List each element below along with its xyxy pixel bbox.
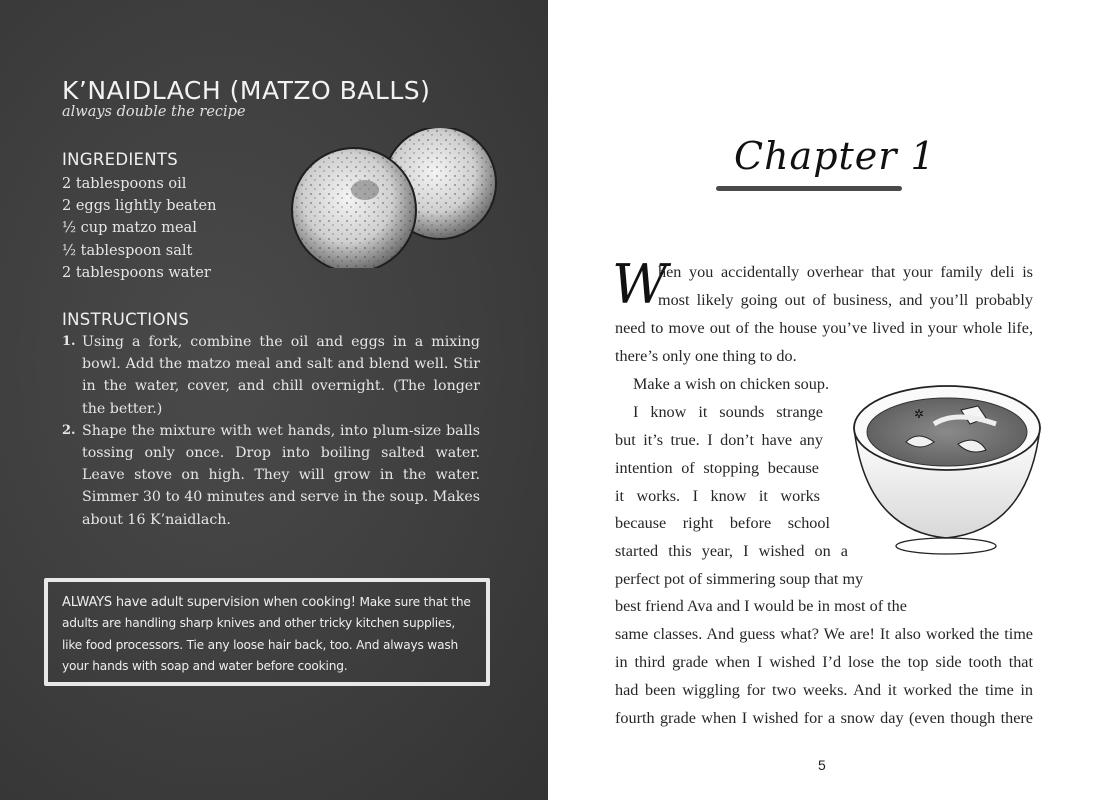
warning-body: Make sure that the adults are handling sharp knives and other tricky kitchen supplies, like food processors. Tie any loose hair back, too. And always wash your hands with soap and water before cooking. [62, 595, 471, 673]
chicken-soup-bowl-icon [846, 380, 1046, 560]
warning-lead: ALWAYS have adult supervision when cooking! [62, 595, 356, 610]
safety-warning-box [44, 578, 490, 686]
step-number: 1. [62, 334, 76, 349]
ingredient-item: ½ cup matzo meal [62, 220, 197, 237]
ingredient-item: 2 tablespoons oil [62, 176, 187, 192]
text-line: had been wiggling for two weeks. And it worked the time in [615, 681, 1033, 699]
text-line: started this year, I wished on a [615, 542, 848, 560]
instructions-list [62, 331, 480, 531]
text-line: in third grade when I wished I’d lose the top side tooth that [615, 653, 1033, 671]
ingredient-item: 2 eggs lightly beaten [62, 198, 217, 215]
text-line: Make a wish on chicken soup. [633, 375, 830, 393]
text-line: there’s only one thing to do. [615, 347, 797, 365]
drop-cap: W [612, 253, 668, 316]
instruction-step [62, 420, 480, 531]
text-line: perfect pot of simmering soup that my [615, 570, 864, 588]
text-line: it works. I know it works [615, 487, 820, 505]
text-line: hen you accidentally overhear that your family deli is [658, 263, 1033, 281]
ingredients-list [62, 173, 216, 284]
text-line: but it’s true. I don’t have any [615, 431, 823, 449]
text-line: I know it sounds strange [633, 403, 823, 421]
text-line: because right before school [615, 514, 830, 532]
text-line: intention of stopping because [615, 459, 819, 477]
matzo-balls-illustration-icon [282, 128, 507, 268]
ingredient-item: ½ tablespoon salt [62, 242, 193, 259]
chapter-page [548, 0, 1095, 800]
recipe-subtitle: always double the recipe [62, 104, 246, 120]
instructions-heading: INSTRUCTIONS [62, 310, 190, 329]
step-text: Shape the mixture with wet hands, into plum-size balls tossing only once. Drop into boiling salted water. Leave stove on high. They will grow in the water. Simmer 30 to 40 minutes and serve in the soup. Makes about 16 K’naidlach. [82, 422, 480, 528]
step-number: 2. [62, 422, 76, 438]
text-line: same classes. And guess what? We are! It also worked the time [615, 625, 1033, 643]
chapter-underline [716, 186, 902, 191]
text-line: best friend Ava and I would be in most of the [615, 597, 907, 615]
ingredient-item: 2 tablespoons water [62, 264, 211, 281]
text-line: most likely going out of business, and you’ll probably [658, 291, 1033, 309]
instruction-step [62, 331, 480, 420]
recipe-title: K’NAIDLACH (MATZO BALLS) [62, 76, 431, 105]
svg-text:✲: ✲ [914, 407, 925, 421]
page-number: 5 [818, 757, 826, 773]
text-line: fourth grade when I wished for a snow day (even though there [615, 709, 1033, 727]
step-text: Using a fork, combine the oil and eggs in a mixing bowl. Add the matzo meal and salt and blend well. Stir in the water, cover, and chill overnight. (The longer the better.) [82, 334, 480, 417]
text-line: need to move out of the house you’ve lived in your whole life, [615, 319, 1033, 337]
ingredients-heading: INGREDIENTS [62, 150, 179, 169]
chapter-title: Chapter 1 [734, 134, 936, 178]
